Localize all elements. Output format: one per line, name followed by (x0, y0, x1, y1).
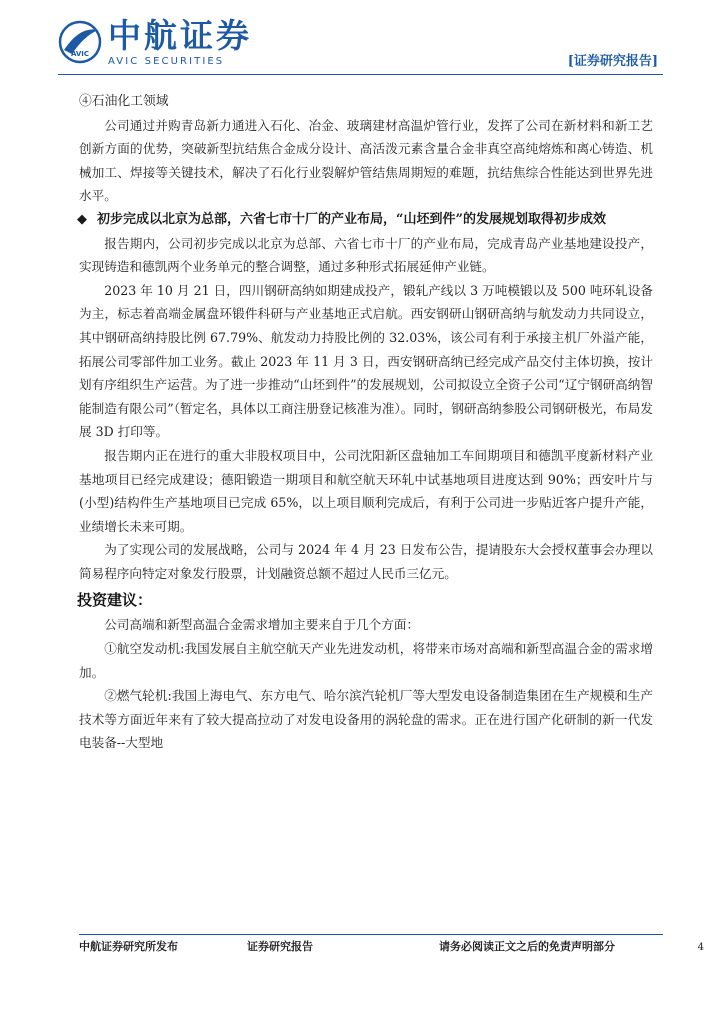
footer-disclaimer: 请务必阅读正文之后的免责声明部分 (439, 940, 615, 953)
bullet-heading (77, 208, 653, 232)
footer-divider (79, 934, 663, 935)
report-type-tag: [证券研究报告] (567, 54, 658, 69)
avic-logo-icon (58, 20, 102, 64)
diamond-bullet-icon: ◆ (77, 211, 87, 227)
svg-text:AVIC: AVIC (70, 50, 90, 58)
report-body (79, 90, 653, 755)
page-number: 4 (697, 942, 704, 953)
paragraph-projects: 报告期内正在进行的重大非股权项目中，公司沈阳新区盘轴加工车间期项目和德凯平度新材料产业基地项目已经完成建设；德阳锻造一期项目和航空航天环轧中试基地项目进度达到 90%；西安叶片与(小型)结构件生产基地项目已完成 65%，以上项目顺利完成后，有利于公司进一步贴近客户提升产能，业绩增长未来可期。 (79, 447, 653, 534)
paragraph-petrochemical: 公司通过并购青岛新力通进入石化、冶金、玻璃建材高温炉管行业，发挥了公司在新材料和新工艺创新方面的优势，突破新型抗结焦合金成分设计、高活泼元素含量合金非真空高纯熔炼和离心铸造、机械加工、焊接等关键技术，解决了石化行业裂解炉管结焦周期短的难题，抗结焦综合性能达到世界先进水平。 (79, 117, 653, 204)
paragraph-layout: 报告期内，公司初步完成以北京为总部、六省七市十厂的产业布局，完成青岛产业基地建设投产，实现铸造和德凯两个业务单元的整合调整，通过多种形式拓展延伸产业链。 (79, 235, 653, 275)
paragraph-aero-engine: ①航空发动机:我国发展自主航空航天产业先进发动机，将带来市场对高端和新型高温合金的需求增加。 (79, 641, 653, 680)
paragraph-demand-intro: 公司高端和新型高温合金需求增加主要来自于几个方面： (104, 617, 420, 633)
paragraph-gas-turbine: ②燃气轮机:我国上海电气、东方电气、哈尔滨汽轮机厂等大型发电设备制造集团在生产规模和生产技术等方面近年来有了较大提高拉动了对发电设备用的涡轮盘的需求。正在进行国产化研制的新一代发电装备--大型地 (79, 688, 653, 751)
paragraph-financing: 为了实现公司的发展战略，公司与 2024 年 4 月 23 日发布公告，提请股东大会授权董事会办理以简易程序向特定对象发行股票，计划融资总额不超过人民币三亿元。 (79, 542, 653, 581)
bullet-heading-text: 初步完成以北京为总部，六省七市十厂的产业布局，“山坯到件”的发展规划取得初步成效 (97, 211, 606, 227)
section-investment-advice: 投资建议： (77, 591, 153, 610)
brand-name-en: AVIC SECURITIES (108, 56, 225, 67)
footer-report-type: 证券研究报告 (247, 940, 313, 953)
page-header (0, 0, 724, 80)
brand-name-cn: 中航证券 (108, 16, 252, 55)
paragraph-sichuan: 2023 年 10 月 21 日，四川钢研高纳如期建成投产，锻轧产线以 3 万吨模锻以及 500 吨环轧设备为主，标志着高端金属盘环锻件科研与产业基地正式启航。西安钢研山钢研高纳与航发动力共同设立，其中钢研高纳持股比例 67.79%、航发动力持股比例的 32.03%，该公司有利于承接主机厂外溢产能，拓展公司零部件加工业务。截止 2023 年 11 月 3 日，西安钢研高纳已经完成产品交付主体切换，按计划有序组织生产运营。为了进一步推动“山坯到件”的发展规划，公司拟设立全资子公司“辽宁钢研高纳智能制造有限公司”（暂定名，具体以工商注册登记核准为准）。同时，钢研高纳参股公司钢研极光，布局发展 3D 打印等。 (79, 282, 653, 440)
footer-publisher: 中航证券研究所发布 (79, 940, 178, 953)
header-divider (58, 74, 663, 75)
subsection-petrochemical: ④石油化工领域 (79, 94, 169, 109)
